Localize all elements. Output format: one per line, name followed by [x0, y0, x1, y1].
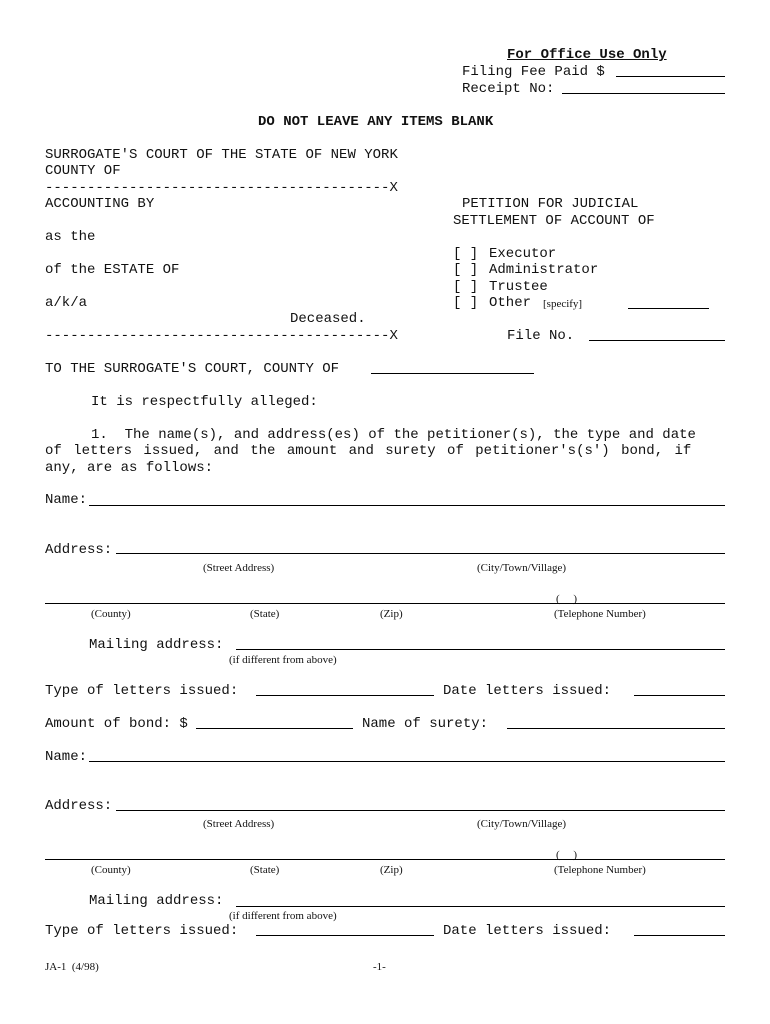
name-label: Name: [45, 492, 88, 508]
filing-fee-field[interactable] [616, 76, 725, 77]
file-no-field[interactable] [589, 340, 725, 341]
executor-label: Executor [489, 246, 557, 262]
form-id: JA-1 (4/98) [45, 961, 99, 973]
zip-caption: (Zip) [380, 608, 403, 620]
phone-parens: ( ) [556, 593, 578, 605]
other-label: Other [489, 295, 532, 311]
trustee-checkbox[interactable]: [ ] [453, 279, 479, 295]
name-surety-field[interactable] [507, 728, 725, 729]
as-the-label: as the [45, 229, 96, 245]
if-different-caption: (if different from above) [229, 654, 337, 666]
paragraph-1-line-1: 1. The name(s), and address(es) of the petitioner(s), the type and date [91, 427, 696, 443]
street-caption: (Street Address) [203, 562, 275, 574]
address-field[interactable] [116, 810, 725, 811]
type-letters-field[interactable] [256, 695, 434, 696]
accounting-by-label: ACCOUNTING BY [45, 196, 155, 212]
paragraph-1-line-2: of letters issued, and the amount and surety of petitioner's(s') bond, if [45, 443, 692, 459]
mailing-label: Mailing address: [89, 893, 224, 909]
estate-of-label: of the ESTATE OF [45, 262, 180, 278]
type-letters-field[interactable] [256, 935, 434, 936]
mailing-label: Mailing address: [89, 637, 224, 653]
court-line-1: SURROGATE'S COURT OF THE STATE OF NEW YORK [45, 147, 398, 163]
trustee-label: Trustee [489, 279, 548, 295]
type-letters-label: Type of letters issued: [45, 923, 239, 939]
date-letters-field[interactable] [634, 695, 725, 696]
address-field[interactable] [116, 553, 725, 554]
amount-bond-field[interactable] [196, 728, 353, 729]
telephone-caption: (Telephone Number) [554, 864, 646, 876]
phone-parens: ( ) [556, 849, 578, 861]
receipt-field[interactable] [562, 93, 725, 94]
alleged-text: It is respectfully alleged: [91, 394, 318, 410]
city-caption: (City/Town/Village) [477, 562, 566, 574]
mailing-field[interactable] [236, 649, 725, 650]
paragraph-1-line-3: any, are as follows: [45, 460, 214, 476]
caption-divider-top: -----------------------------------------X [45, 180, 398, 196]
administrator-checkbox[interactable]: [ ] [453, 262, 479, 278]
caption-divider-bottom: -----------------------------------------X [45, 328, 398, 344]
county-state-zip-field[interactable] [45, 603, 725, 604]
court-line-2: COUNTY OF [45, 163, 121, 179]
receipt-label: Receipt No: [462, 81, 555, 97]
amount-bond-label: Amount of bond: $ [45, 716, 188, 732]
street-caption: (Street Address) [203, 818, 275, 830]
petition-title-2: SETTLEMENT OF ACCOUNT OF [453, 213, 655, 229]
if-different-caption: (if different from above) [229, 910, 337, 922]
address-label: Address: [45, 798, 113, 814]
telephone-caption: (Telephone Number) [554, 608, 646, 620]
executor-checkbox[interactable]: [ ] [453, 246, 479, 262]
name-field[interactable] [89, 761, 725, 762]
date-letters-label: Date letters issued: [443, 923, 612, 939]
petition-title-1: PETITION FOR JUDICIAL [462, 196, 639, 212]
county-field[interactable] [371, 373, 534, 374]
other-checkbox[interactable]: [ ] [453, 295, 479, 311]
name-field[interactable] [89, 505, 725, 506]
administrator-label: Administrator [489, 262, 599, 278]
county-caption: (County) [91, 608, 131, 620]
date-letters-field[interactable] [634, 935, 725, 936]
aka-label: a/k/a [45, 295, 88, 311]
county-state-zip-field[interactable] [45, 859, 725, 860]
warning-heading: DO NOT LEAVE ANY ITEMS BLANK [258, 114, 494, 130]
name-surety-label: Name of surety: [362, 716, 489, 732]
zip-caption: (Zip) [380, 864, 403, 876]
deceased-label: Deceased. [290, 311, 366, 327]
type-letters-label: Type of letters issued: [45, 683, 239, 699]
date-letters-label: Date letters issued: [443, 683, 612, 699]
city-caption: (City/Town/Village) [477, 818, 566, 830]
specify-label: [specify] [543, 298, 583, 310]
mailing-field[interactable] [236, 906, 725, 907]
other-specify-field[interactable] [628, 308, 709, 309]
county-caption: (County) [91, 864, 131, 876]
page-number: -1- [373, 961, 386, 973]
file-no-label: File No. [507, 328, 575, 344]
filing-fee-label: Filing Fee Paid $ [462, 64, 605, 80]
name-label: Name: [45, 749, 88, 765]
address-label: Address: [45, 542, 113, 558]
office-use-heading: For Office Use Only [507, 47, 667, 63]
state-caption: (State) [250, 608, 280, 620]
state-caption: (State) [250, 864, 280, 876]
to-court-label: TO THE SURROGATE'S COURT, COUNTY OF [45, 361, 340, 377]
